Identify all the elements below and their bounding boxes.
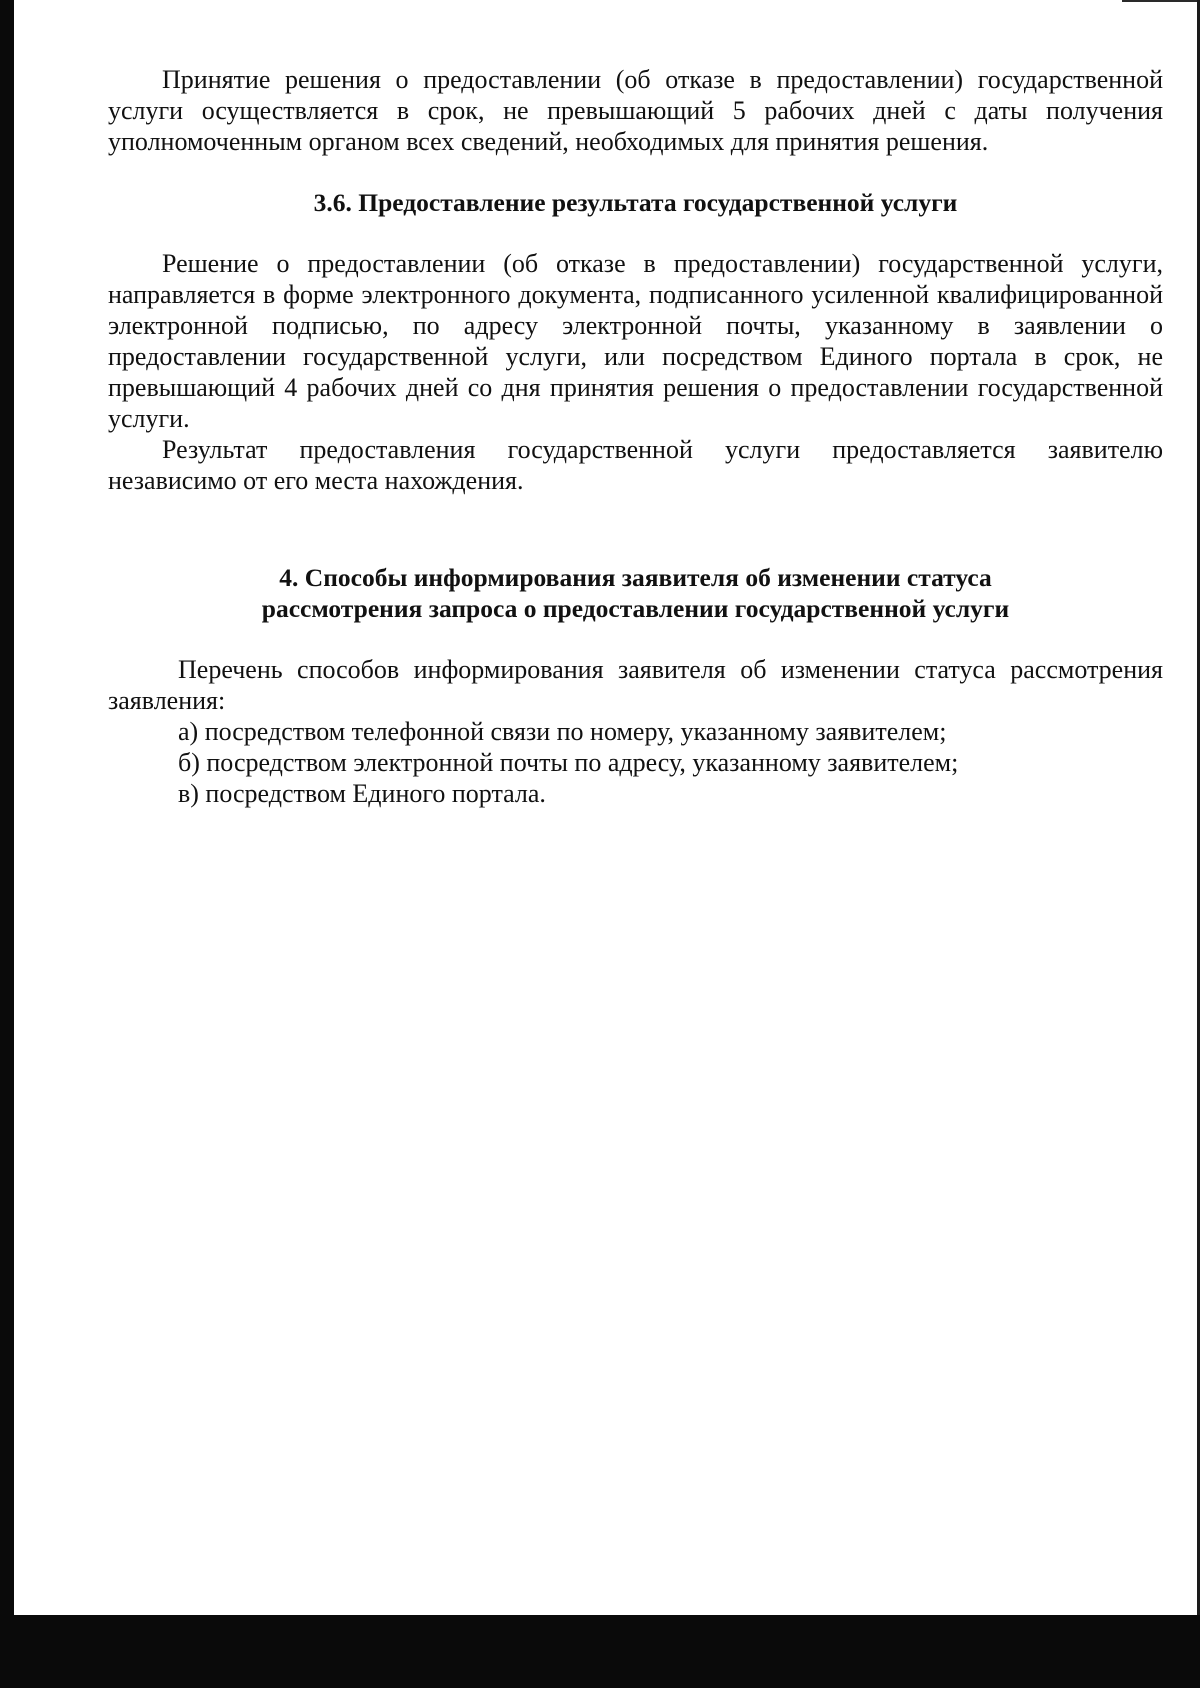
section-3-6-heading: 3.6. Предоставление результата государственной услуги <box>313 188 958 217</box>
paragraph-notification-methods-intro: Перечень способов информирования заявителя об изменении статуса рассмотрения заявления: <box>108 655 1163 715</box>
list-item-portal: в) посредством Единого портала. <box>178 779 546 808</box>
paragraph-decision-deadline: Принятие решения о предоставлении (об отказе в предоставлении) государственной услуги осуществляется в срок, не превышающий 5 рабочих дней с даты получения уполномоченным органом всех сведений, необходимых для принятия решения. <box>108 65 1163 156</box>
document-page <box>108 64 1163 809</box>
paragraph-result-location: Результат предоставления государственной услуги предоставляется заявителю независимо от его места нахождения. <box>108 435 1163 495</box>
list-item-email: б) посредством электронной почты по адресу, указанному заявителем; <box>178 748 959 777</box>
section-4-heading-line-2: рассмотрения запроса о предоставлении государственной услуги <box>261 594 1010 623</box>
section-4-heading-line-1: 4. Способы информирования заявителя об изменении статуса <box>279 563 992 592</box>
paragraph-result-delivery: Решение о предоставлении (об отказе в предоставлении) государственной услуги, направляется в форме электронного документа, подписанного усиленной квалифицированной электронной подписью, по адресу электронной почты, указанному в заявлении о предоставлении государственной услуги, или посредством Единого портала в срок, не превышающий 4 рабочих дней со дня принятия решения о предоставлении государственной услуги. <box>108 249 1163 433</box>
scan-left-border <box>0 0 14 1688</box>
section-4-heading <box>108 562 1163 624</box>
notification-methods-list <box>108 716 1163 809</box>
scan-bottom-border <box>0 1615 1200 1688</box>
scan-top-mark <box>1122 0 1200 2</box>
list-item-phone: а) посредством телефонной связи по номеру, указанному заявителем; <box>178 717 947 746</box>
